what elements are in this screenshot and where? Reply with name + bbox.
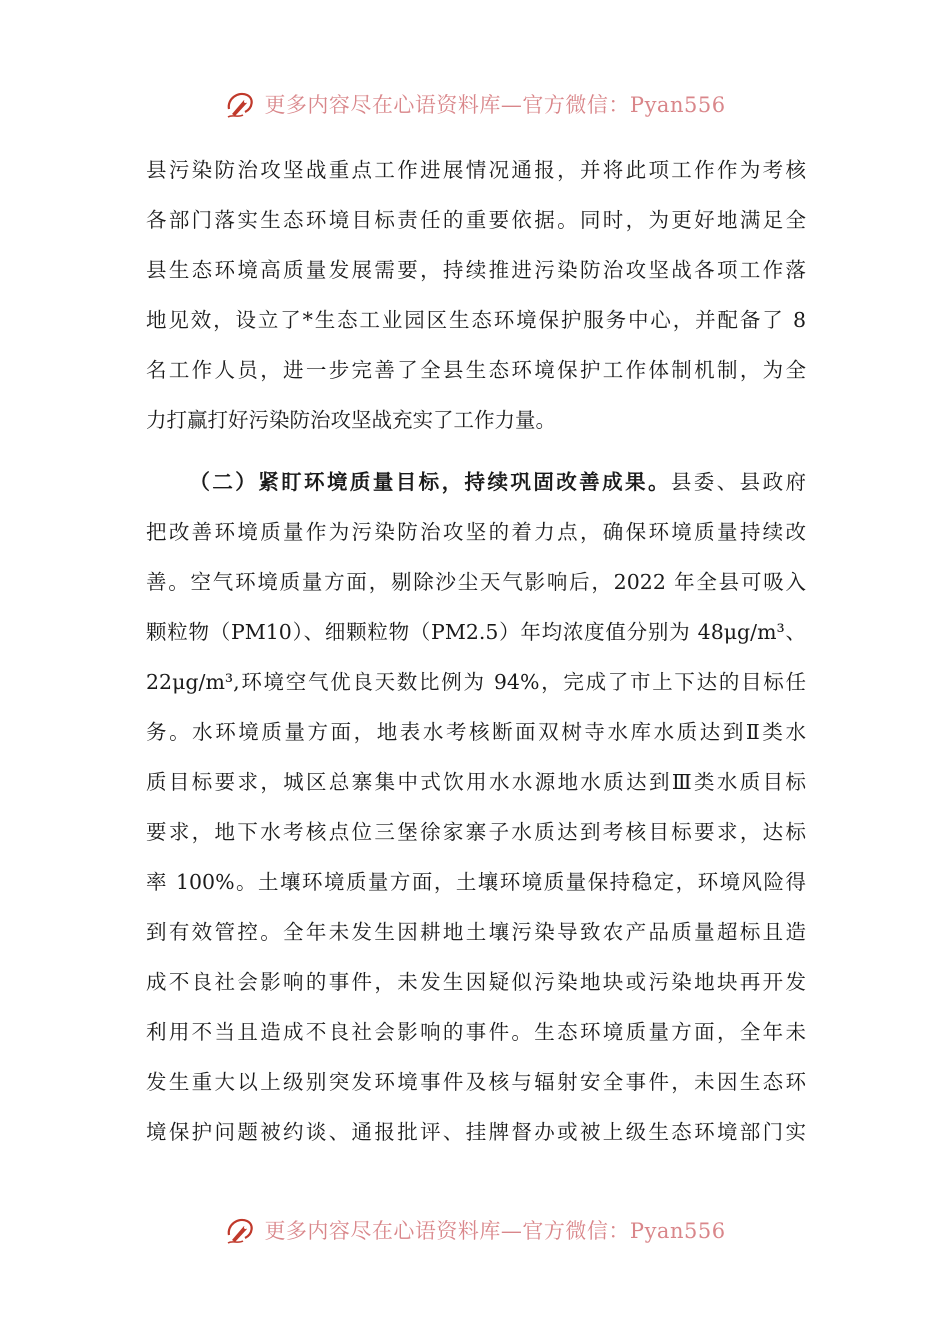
text-line: 力打赢打好污染防治攻坚战充实了工作力量。 — [146, 408, 556, 432]
pen-nib-swirl-icon — [224, 87, 258, 121]
footer-banner — [0, 1210, 950, 1250]
text-line: 各部门落实生态环境目标责任的重要依据。同时，为更好地满足全 — [146, 208, 806, 232]
document-body — [146, 145, 806, 1157]
text-line: 成不良社会影响的事件，未发生因疑似污染地块或污染地块再开发 — [146, 970, 806, 994]
text-line: 22μg/m³,环境空气优良天数比例为 94%，完成了市上下达的目标任 — [146, 670, 806, 694]
text-line: 名工作人员，进一步完善了全县生态环境保护工作体制机制，为全 — [146, 358, 806, 382]
header-banner — [0, 84, 950, 124]
heading-continuation: 县委、县政府 — [670, 470, 806, 494]
paragraph-2 — [146, 457, 806, 1157]
text-line: 利用不当且造成不良社会影响的事件。生态环境质量方面，全年未 — [146, 1020, 806, 1044]
section-heading-line — [146, 457, 806, 507]
text-line: 率 100%。土壤环境质量方面，土壤环境质量保持稳定，环境风险得 — [146, 870, 806, 894]
text-line: 善。空气环境质量方面，剔除沙尘天气影响后，2022 年全县可吸入 — [146, 570, 806, 594]
text-line: 要求，地下水考核点位三堡徐家寨子水质达到考核目标要求，达标 — [146, 820, 806, 844]
text-line: 县污染防治攻坚战重点工作进展情况通报，并将此项工作作为考核 — [146, 158, 806, 182]
text-line: 县生态环境高质量发展需要，持续推进污染防治攻坚战各项工作落 — [146, 258, 806, 282]
pen-nib-swirl-icon — [224, 1213, 258, 1247]
text-line: 发生重大以上级别突发环境事件及核与辐射安全事件，未因生态环 — [146, 1070, 806, 1094]
banner-text: 更多内容尽在心语资料库—官方微信：Pyan556 — [264, 93, 726, 117]
text-line: 把改善环境质量作为污染防治攻坚的着力点，确保环境质量持续改 — [146, 520, 806, 544]
text-line: 颗粒物（PM10）、细颗粒物（PM2.5）年均浓度值分别为 48μg/m³、 — [146, 620, 806, 644]
text-line: 质目标要求，城区总寨集中式饮用水水源地水质达到Ⅲ类水质目标 — [146, 770, 806, 794]
paragraph-1 — [146, 145, 806, 445]
text-line: 地见效，设立了*生态工业园区生态环境保护服务中心，并配备了 8 — [146, 308, 806, 332]
text-line: 务。水环境质量方面，地表水考核断面双树寺水库水质达到Ⅱ类水 — [146, 720, 806, 744]
text-line: 境保护问题被约谈、通报批评、挂牌督办或被上级生态环境部门实 — [146, 1120, 806, 1144]
text-line: 到有效管控。全年未发生因耕地土壤污染导致农产品质量超标且造 — [146, 920, 806, 944]
banner-text: 更多内容尽在心语资料库—官方微信：Pyan556 — [264, 1219, 726, 1243]
section-heading: （二）紧盯环境质量目标，持续巩固改善成果。 — [187, 470, 671, 494]
